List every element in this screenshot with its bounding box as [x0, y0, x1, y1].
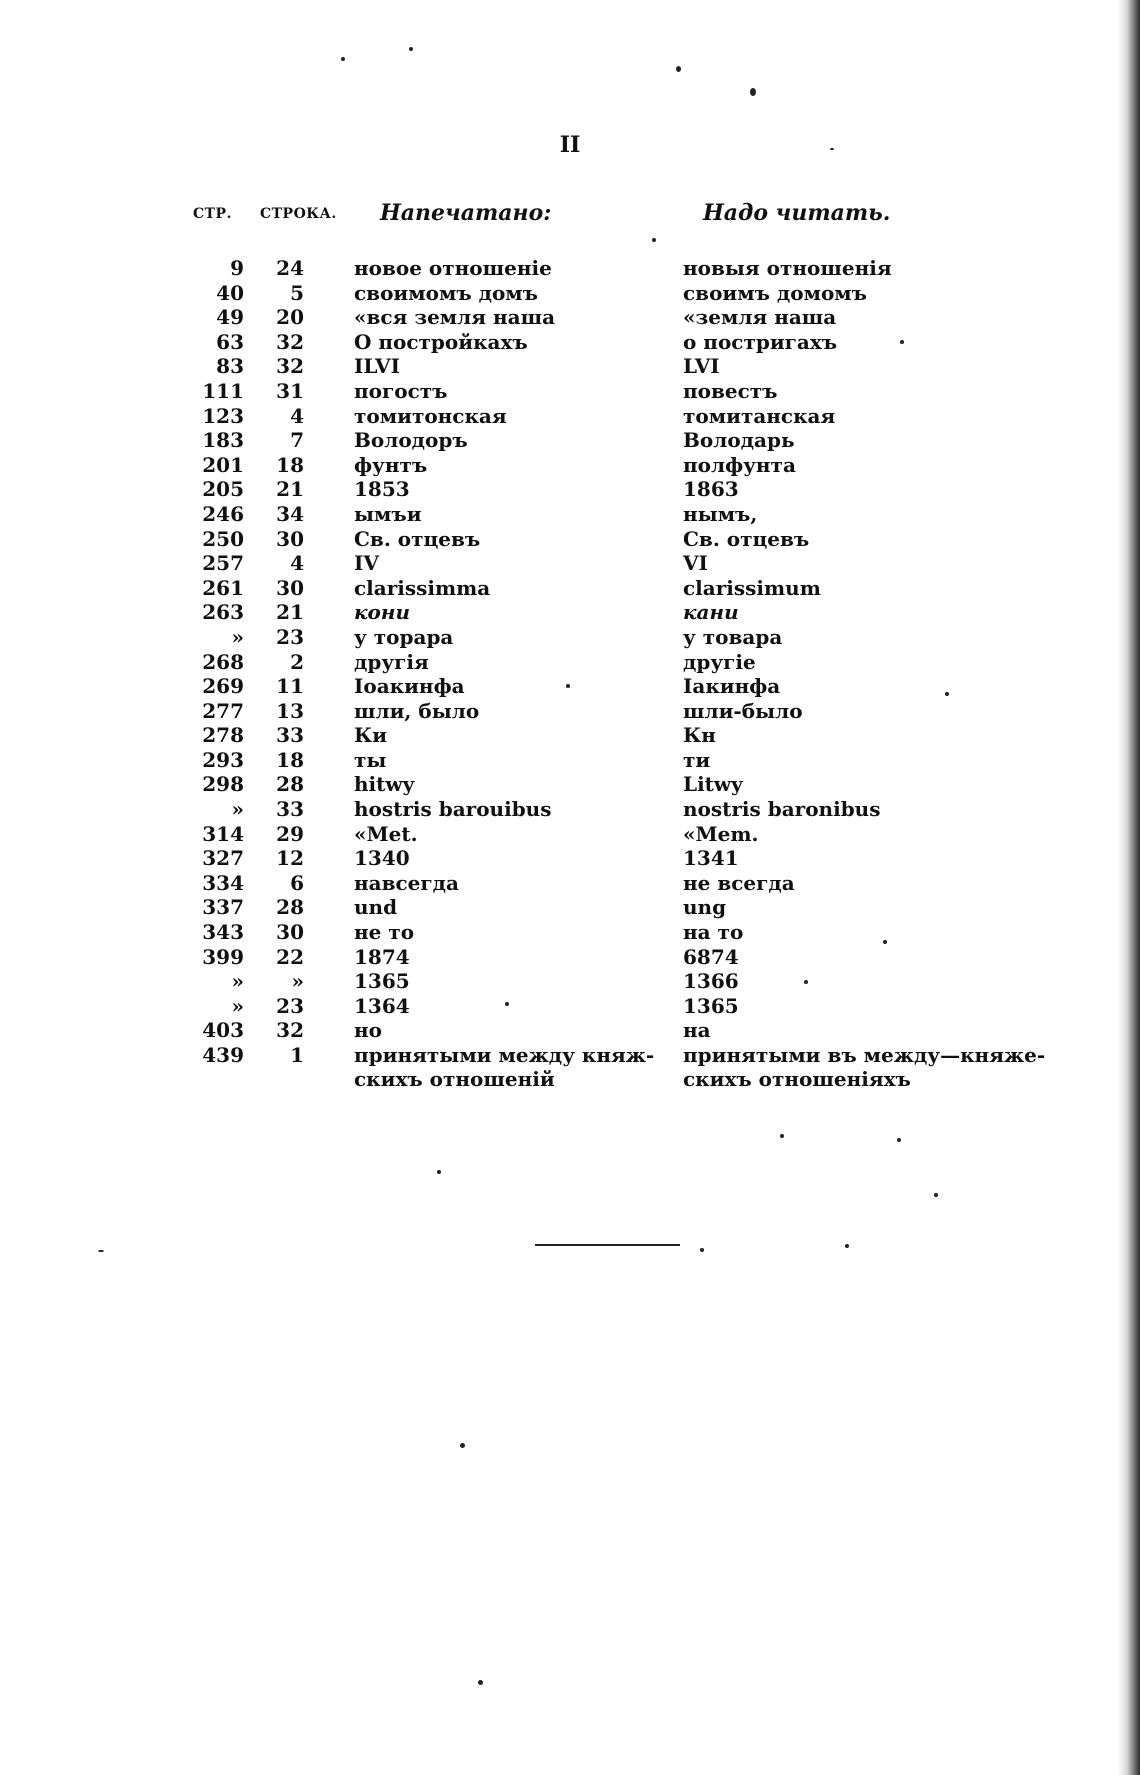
errata-page: 399: [202, 944, 244, 969]
errata-page: 63: [216, 329, 244, 354]
errata-line: 31: [276, 378, 304, 403]
errata-printed: hitwy: [354, 772, 415, 797]
errata-row: [0, 945, 1140, 970]
errata-correct: ти: [683, 747, 711, 772]
scan-speck: [750, 88, 756, 96]
errata-page: 337: [202, 895, 244, 920]
errata-page: 123: [202, 403, 244, 428]
errata-line: 28: [276, 895, 304, 920]
errata-row: [0, 256, 1140, 281]
errata-line: 4: [290, 403, 304, 428]
errata-page: 205: [202, 477, 244, 502]
errata-row: [0, 994, 1140, 1019]
errata-correct: шли-было: [683, 698, 803, 723]
scan-speck: [897, 1138, 901, 1142]
errata-printed: не то: [354, 920, 415, 945]
errata-page: 40: [216, 280, 244, 305]
errata-row: [0, 748, 1140, 773]
header-page: СТР.: [193, 206, 232, 222]
errata-printed: принятыми между княж- скихъ отношеній: [354, 1043, 655, 1091]
errata-row: [0, 576, 1140, 601]
errata-row: [0, 699, 1140, 724]
errata-correct: на то: [683, 920, 744, 945]
errata-printed: 1874: [354, 944, 410, 969]
errata-page: 250: [202, 526, 244, 551]
errata-row: [0, 846, 1140, 871]
errata-table: [0, 256, 1140, 1093]
errata-line: 24: [276, 256, 304, 280]
errata-row: [0, 1018, 1140, 1043]
errata-line: 12: [276, 846, 304, 871]
scan-speck: [804, 980, 808, 984]
errata-line: 2: [290, 649, 304, 674]
errata-line: 30: [276, 920, 304, 945]
errata-row: [0, 797, 1140, 822]
errata-line: 32: [276, 354, 304, 379]
errata-correct: Володарь: [683, 428, 795, 453]
errata-row: [0, 428, 1140, 453]
errata-row: [0, 822, 1140, 847]
errata-printed: 1340: [354, 846, 410, 871]
errata-row: [0, 477, 1140, 502]
errata-row: [0, 625, 1140, 650]
errata-page: »: [231, 797, 244, 822]
errata-printed: 1853: [354, 477, 410, 502]
errata-printed: ымъи: [354, 501, 422, 526]
errata-correct: не всегда: [683, 870, 795, 895]
errata-page: 314: [202, 821, 244, 846]
errata-printed: но: [354, 1018, 382, 1043]
errata-printed: ты: [354, 747, 387, 772]
errata-printed: Іоакинфа: [354, 674, 465, 699]
scan-speck: [934, 1193, 938, 1197]
errata-line: 7: [290, 428, 304, 453]
errata-printed: Володоръ: [354, 428, 468, 453]
errata-printed: 1365: [354, 969, 410, 994]
errata-correct: нымъ,: [683, 501, 758, 526]
errata-correct: новыя отношенія: [683, 256, 892, 280]
scan-speck: [409, 47, 413, 51]
errata-row: [0, 895, 1140, 920]
errata-correct: кани: [683, 600, 739, 625]
errata-page: 268: [202, 649, 244, 674]
errata-correct: Св. отцевъ: [683, 526, 810, 551]
errata-correct: повестъ: [683, 378, 778, 403]
errata-correct: Іакинфа: [683, 674, 781, 699]
errata-line: 5: [290, 280, 304, 305]
errata-line: 18: [276, 452, 304, 477]
scan-speck: [437, 1170, 441, 1174]
errata-line: 23: [276, 993, 304, 1018]
errata-line: 29: [276, 821, 304, 846]
scan-speck: [341, 57, 345, 61]
errata-printed: Св. отцевъ: [354, 526, 481, 551]
errata-line: 32: [276, 329, 304, 354]
errata-row: [0, 772, 1140, 797]
errata-page: 111: [202, 378, 244, 403]
errata-page: 278: [202, 723, 244, 748]
errata-printed: у торара: [354, 624, 454, 649]
errata-page: »: [231, 969, 244, 994]
errata-row: [0, 527, 1140, 552]
errata-page: 9: [230, 256, 244, 280]
errata-page: 257: [202, 551, 244, 576]
errata-correct: 1341: [683, 846, 739, 871]
errata-correct: nostris baronibus: [683, 797, 881, 822]
scan-speck: [900, 340, 904, 344]
errata-correct: clarissimum: [683, 575, 821, 600]
errata-correct: другіе: [683, 649, 756, 674]
scan-speck: [845, 1244, 849, 1248]
errata-correct: полфунта: [683, 452, 796, 477]
errata-page: 49: [216, 305, 244, 330]
errata-page: »: [231, 624, 244, 649]
errata-page: 439: [202, 1043, 244, 1067]
errata-page: 298: [202, 772, 244, 797]
errata-line: 28: [276, 772, 304, 797]
scan-speck: [478, 1680, 483, 1685]
scan-speck: [700, 1248, 704, 1252]
errata-printed: новое отношеніе: [354, 256, 552, 280]
errata-line: 20: [276, 305, 304, 330]
errata-page: 343: [202, 920, 244, 945]
errata-line: 33: [276, 797, 304, 822]
errata-row: [0, 920, 1140, 945]
errata-correct: 1863: [683, 477, 739, 502]
errata-line: 21: [276, 600, 304, 625]
errata-correct: VI: [683, 551, 708, 576]
errata-printed: hostris barouibus: [354, 797, 552, 822]
errata-printed: ILVI: [354, 354, 400, 379]
errata-row: [0, 453, 1140, 478]
errata-page: 403: [202, 1018, 244, 1043]
errata-correct: ung: [683, 895, 727, 920]
errata-correct: томитанская: [683, 403, 836, 428]
errata-page: 246: [202, 501, 244, 526]
errata-page: 269: [202, 674, 244, 699]
errata-printed: «вся земля наша: [354, 305, 556, 330]
errata-row: [0, 354, 1140, 379]
errata-page: 261: [202, 575, 244, 600]
page-edge: [1118, 0, 1140, 1775]
scan-speck: [830, 148, 834, 150]
errata-correct: о постригахъ: [683, 329, 838, 354]
errata-printed: О постройкахъ: [354, 329, 528, 354]
header-correct: Надо читать.: [703, 200, 891, 226]
errata-page: 263: [202, 600, 244, 625]
errata-line: 33: [276, 723, 304, 748]
errata-correct: на: [683, 1018, 711, 1043]
errata-correct: у товара: [683, 624, 783, 649]
errata-line: 6: [290, 870, 304, 895]
errata-page: »: [231, 993, 244, 1018]
errata-line: 11: [276, 674, 304, 699]
errata-line: 23: [276, 624, 304, 649]
errata-row: [0, 281, 1140, 306]
errata-row: [0, 650, 1140, 675]
header-line: СТРОКА.: [260, 206, 337, 222]
errata-line: 30: [276, 526, 304, 551]
errata-printed: IV: [354, 551, 379, 576]
scan-speck: [98, 1250, 104, 1252]
errata-printed: другія: [354, 649, 429, 674]
errata-line: 22: [276, 944, 304, 969]
errata-printed: навсегда: [354, 870, 459, 895]
scan-speck: [945, 692, 949, 696]
scan-speck: [676, 66, 681, 72]
errata-printed: фунтъ: [354, 452, 428, 477]
errata-printed: кони: [354, 600, 410, 625]
errata-printed: томитонская: [354, 403, 507, 428]
errata-correct: 1366: [683, 969, 739, 994]
closing-rule: [535, 1244, 680, 1246]
scan-speck: [883, 940, 887, 944]
scan-speck: [652, 238, 656, 242]
errata-line: 34: [276, 501, 304, 526]
errata-header: [0, 200, 1140, 230]
errata-correct: Litwy: [683, 772, 743, 797]
errata-line: 21: [276, 477, 304, 502]
header-printed: Напечатано:: [380, 200, 552, 226]
errata-page: 277: [202, 698, 244, 723]
errata-correct: «земля наша: [683, 305, 837, 330]
errata-line: 18: [276, 747, 304, 772]
errata-row: [0, 871, 1140, 896]
errata-printed: шли, было: [354, 698, 480, 723]
errata-line: 30: [276, 575, 304, 600]
errata-page: 201: [202, 452, 244, 477]
errata-row: [0, 969, 1140, 994]
errata-printed: погостъ: [354, 378, 448, 403]
errata-line: 1: [290, 1043, 304, 1067]
errata-line: »: [291, 969, 304, 994]
errata-correct: своимъ домомъ: [683, 280, 868, 305]
errata-line: 4: [290, 551, 304, 576]
errata-page: 327: [202, 846, 244, 871]
errata-row: [0, 502, 1140, 527]
errata-row: [0, 379, 1140, 404]
errata-row: [0, 330, 1140, 355]
errata-printed: своимомъ домъ: [354, 280, 539, 305]
errata-line: 13: [276, 698, 304, 723]
errata-row: [0, 723, 1140, 748]
scan-speck: [505, 1002, 509, 1006]
errata-row: [0, 305, 1140, 330]
errata-row: [0, 404, 1140, 429]
errata-correct: «Mem.: [683, 821, 759, 846]
errata-row: [0, 551, 1140, 576]
errata-row: [0, 674, 1140, 699]
errata-row: [0, 1043, 1140, 1093]
page-number: II: [559, 132, 581, 158]
errata-printed: «Met.: [354, 821, 418, 846]
errata-printed: Ки: [354, 723, 388, 748]
errata-correct: 6874: [683, 944, 739, 969]
errata-page: 83: [216, 354, 244, 379]
errata-correct: 1365: [683, 993, 739, 1018]
errata-printed: 1364: [354, 993, 410, 1018]
errata-correct: принятыми въ между—княже- скихъ отношеніяхъ: [683, 1043, 1046, 1091]
errata-printed: clarissimma: [354, 575, 491, 600]
scan-speck: [566, 684, 570, 688]
errata-correct: LVI: [683, 354, 720, 379]
errata-printed: und: [354, 895, 398, 920]
errata-page: 183: [202, 428, 244, 453]
errata-page: 293: [202, 747, 244, 772]
scan-speck: [780, 1134, 784, 1138]
errata-page: 334: [202, 870, 244, 895]
errata-line: 32: [276, 1018, 304, 1043]
scan-speck: [460, 1443, 465, 1448]
errata-row: [0, 600, 1140, 625]
errata-correct: Кн: [683, 723, 716, 748]
